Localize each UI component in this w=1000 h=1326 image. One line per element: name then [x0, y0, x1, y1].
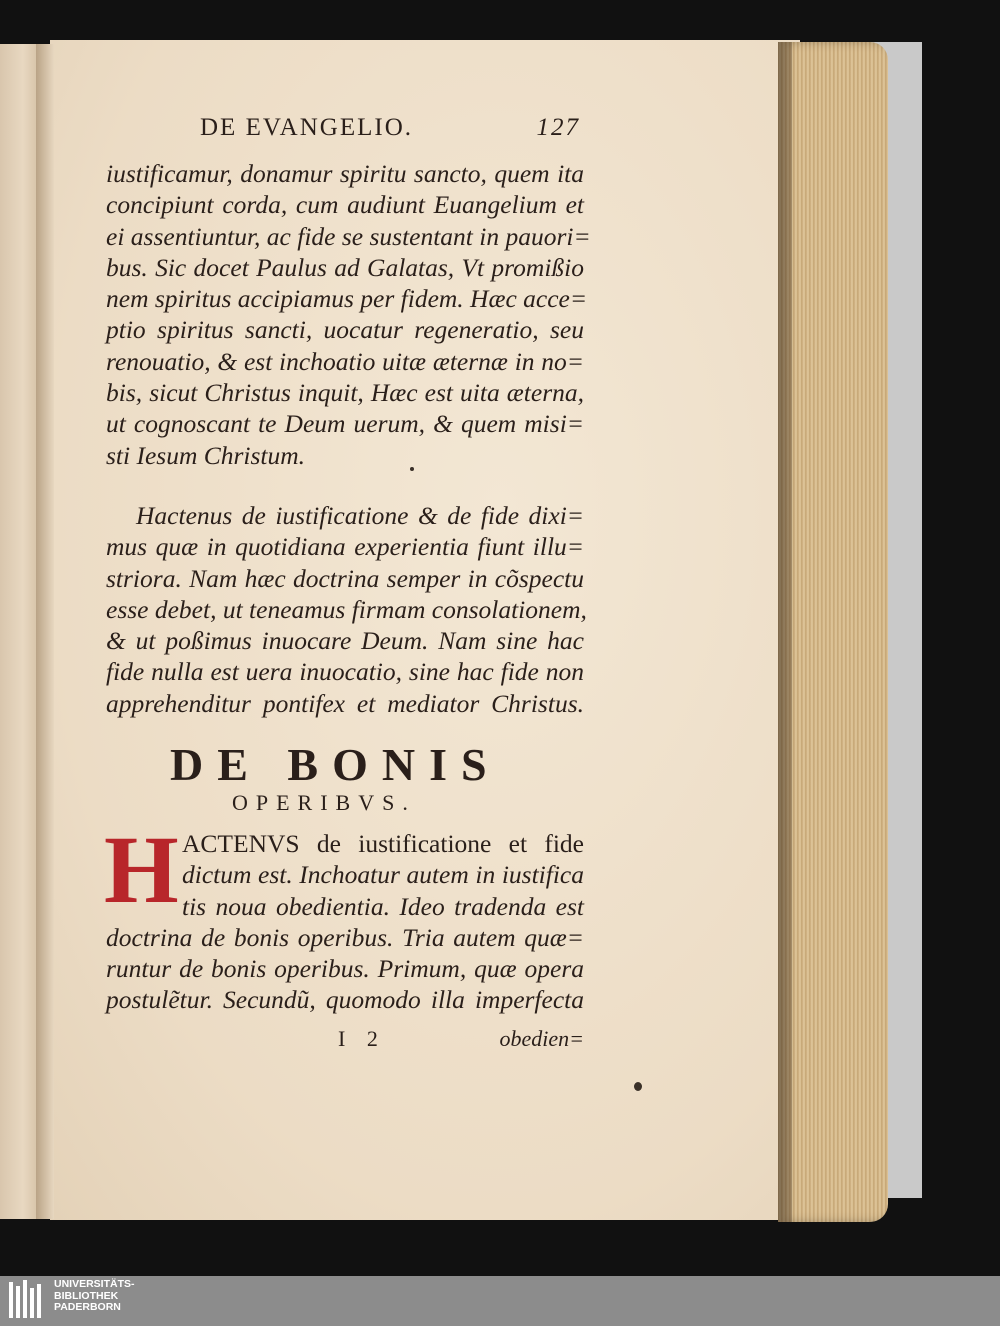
text-line: bis, sicut Christus inquit, Hæc est uita æterna, — [106, 378, 584, 408]
university-logo-icon — [8, 1278, 46, 1322]
running-header — [200, 112, 580, 146]
text-line: tis noua obedientia. Ideo tradenda est — [182, 891, 584, 921]
text-line: runtur de bonis operibus. Primum, quæ opera — [106, 954, 584, 984]
text-line: ei assentiuntur, ac fide se sustentant in pauori= — [106, 221, 591, 251]
logo-line: UNIVERSITÄTS- — [54, 1278, 135, 1290]
text-line: mus quæ in quotidiana experientia fiunt illu= — [106, 532, 584, 562]
text-line: doctrina de bonis operibus. Tria autem quæ= — [106, 922, 584, 952]
text-line: apprehenditur pontifex et mediator Christus. — [106, 688, 584, 718]
book-gutter — [36, 44, 54, 1219]
paragraph-bonis-operibus — [104, 816, 584, 1016]
text-line: dictum est. Inchoatur autem in iustifica — [182, 860, 584, 890]
drop-capital: H — [104, 816, 179, 923]
page-spot — [410, 467, 414, 471]
text-line: ptio spiritus sancti, uocatur regeneratio, seu — [106, 315, 584, 345]
text-line: ACTENVS de iustificatione et fide — [182, 829, 584, 858]
page-edges — [778, 42, 888, 1222]
text-line: ut cognoscant te Deum uerum, & quem misi= — [106, 409, 584, 439]
logo-line: PADERBORN — [54, 1301, 121, 1313]
paragraph-justification — [106, 158, 591, 471]
catchword: obedien= — [499, 1026, 584, 1051]
logo-line: BIBLIOTHEK — [54, 1289, 119, 1302]
text-line: fide nulla est uera inuocatio, sine hac fide non — [106, 657, 584, 687]
text-line: striora. Nam hæc doctrina semper in cõspectu — [106, 563, 584, 593]
text-line: esse debet, ut teneamus firmam consolationem, — [106, 594, 587, 624]
text-line: nem spiritus accipiamus per fidem. Hæc acce= — [106, 284, 588, 314]
signature-mark: I 2 — [338, 1026, 386, 1051]
section-subheading: OPERIBVS. — [232, 790, 416, 815]
section-heading: DE BONIS — [170, 739, 501, 790]
text-line: & ut poßimus inuocare Deum. Nam sine hac — [106, 626, 584, 656]
page-spot — [634, 1082, 642, 1091]
text-line: postulẽtur. Secundũ, quomodo illa imperfecta — [106, 985, 584, 1015]
text-line: concipiunt corda, cum audiunt Euangelium et — [106, 190, 584, 220]
paragraph-hactenus — [106, 500, 587, 719]
running-title: DE EVANGELIO. — [200, 114, 414, 141]
text-line: Hactenus de iustificatione & de fide dixi= — [136, 501, 584, 530]
text-line: sti Iesum Christum. — [106, 440, 306, 470]
text-line: iustificamur, donamur spiritu sancto, quem ita — [106, 159, 584, 188]
text-line: renouatio, & est inchoatio uitæ æternæ in no= — [106, 346, 584, 376]
page-edge-shadow — [778, 42, 792, 1222]
university-logo-text — [54, 1279, 214, 1314]
page-number: 127 — [536, 114, 580, 141]
text-line: bus. Sic docet Paulus ad Galatas, Vt promißio — [106, 252, 584, 282]
page-footer — [106, 1026, 584, 1056]
